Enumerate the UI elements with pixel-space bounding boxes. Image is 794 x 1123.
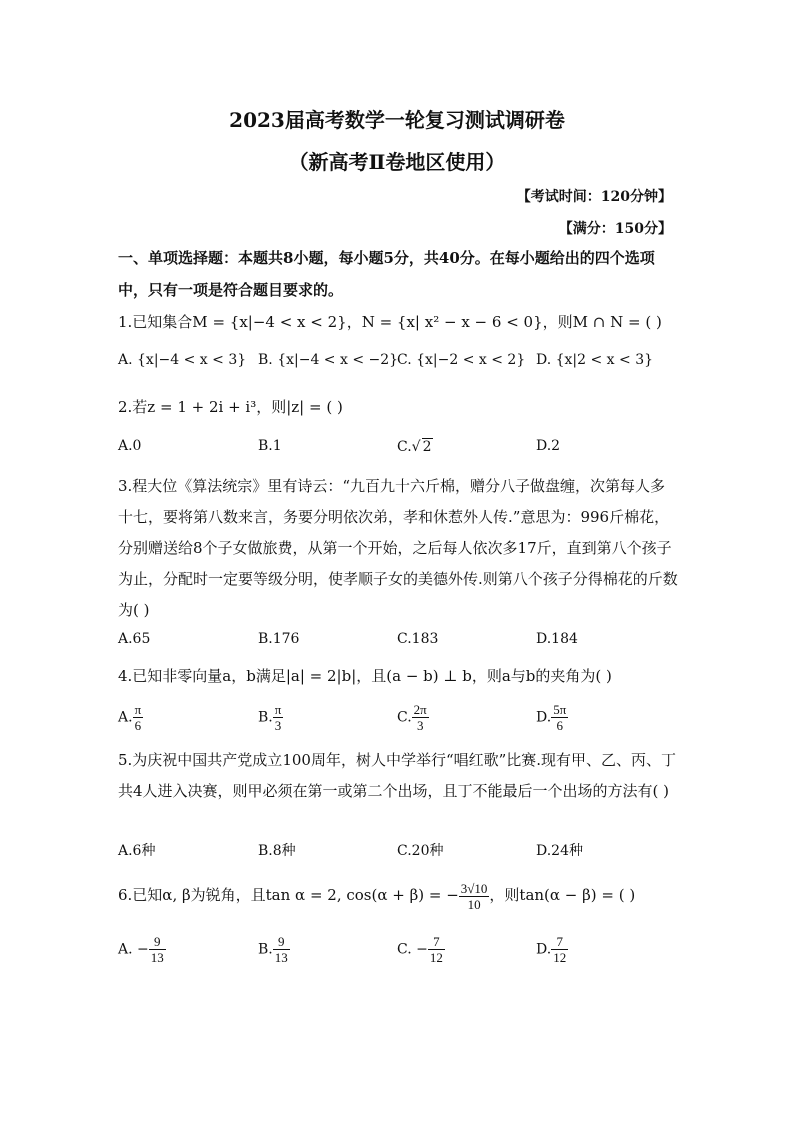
fraction xyxy=(428,934,445,965)
option-c: C.183 xyxy=(397,631,439,647)
denominator: 3 xyxy=(274,718,282,733)
denominator: 6 xyxy=(556,718,563,733)
option-prefix: D. xyxy=(536,709,552,726)
option-c: C.20种 xyxy=(397,843,444,859)
exam-time: 【考试时间：120分钟】 xyxy=(516,189,672,205)
numerator: π xyxy=(274,702,282,717)
fraction xyxy=(273,702,284,733)
option-prefix: C. xyxy=(397,709,412,726)
fraction xyxy=(459,881,490,912)
option-a: A.0 xyxy=(118,438,142,454)
option-a: A. {x|−4 < x < 3} xyxy=(118,352,247,368)
fraction xyxy=(412,702,429,733)
sqrt-radicand: 2 xyxy=(422,439,432,455)
option-d xyxy=(536,934,568,965)
option-prefix: B. xyxy=(258,941,273,958)
option-d xyxy=(536,702,568,733)
option-b: B.8种 xyxy=(258,843,296,859)
option-prefix: D. xyxy=(536,941,552,958)
question-3-stem: 3.程大位《算法统宗》里有诗云：“九百九十六斤棉，赠分八子做盘缠，次第每人多十七，要将第八数来言，务要分明依次弟，孝和休惹外人传.”意思为：996斤棉花，分别赠送给8个子女做旅费，从第一个开始，之后每人依次多17斤，直到第八个孩子为止，分配时一定要等级分明，使孝顺子女的美德外传.则第八个孩子分得棉花的斤数为( ) xyxy=(118,477,678,619)
option-b xyxy=(258,702,283,733)
numerator: 9 xyxy=(273,934,290,950)
denominator: 6 xyxy=(134,718,142,733)
section-heading: 一、单项选择题：本题共8小题，每小题5分，共40分。在每小题给出的四个选项中，只有一项是符合题目要求的。 xyxy=(118,249,655,299)
sqrt-sign: √ xyxy=(411,439,421,455)
option-a: A.6种 xyxy=(118,843,156,859)
option-prefix: C. − xyxy=(397,941,428,958)
numerator: π xyxy=(134,702,142,717)
question-3-options xyxy=(118,631,678,665)
stem-text: 6.已知α, β为锐角，且tan α = 2, cos(α + β) = − xyxy=(118,886,459,904)
question-4-stem: 4.已知非零向量a，b满足|a| = 2|b|，且(a − b) ⊥ b，则a与b的夹角为( ) xyxy=(118,667,612,685)
question-1-options xyxy=(118,352,678,386)
option-prefix: A. xyxy=(118,709,133,726)
numerator: 2π xyxy=(413,702,427,717)
option-c xyxy=(397,438,433,455)
option-c: C. {x|−2 < x < 2} xyxy=(397,352,526,368)
option-d: D. {x|2 < x < 3} xyxy=(536,352,654,368)
denominator: 13 xyxy=(150,950,164,965)
denominator: 12 xyxy=(553,950,567,965)
denominator: 10 xyxy=(467,896,481,912)
option-b: B.176 xyxy=(258,631,300,647)
option-a xyxy=(118,934,166,965)
question-6-options xyxy=(118,934,678,968)
option-a xyxy=(118,702,143,733)
numerator: 3√10 xyxy=(460,880,488,896)
question-2-stem: 2.若z = 1 + 2i + i³，则|z| = ( ) xyxy=(118,398,343,416)
option-b: B. {x|−4 < x < −2} xyxy=(258,352,399,368)
question-1-stem: 1.已知集合M = {x|−4 < x < 2}，N = {x| x² − x − 6 < 0}，则M ∩ N = ( ) xyxy=(118,313,662,331)
fraction xyxy=(551,702,568,733)
option-c-prefix: C. xyxy=(397,439,412,455)
fraction xyxy=(149,934,166,965)
denominator: 13 xyxy=(274,950,288,965)
question-2-options xyxy=(118,438,678,472)
page-title: 2023届高考数学一轮复习测试调研卷 xyxy=(229,108,565,132)
option-d: D.184 xyxy=(536,631,578,647)
question-6-stem xyxy=(118,880,678,912)
numerator: 5π xyxy=(553,702,567,717)
option-b: B.1 xyxy=(258,438,282,454)
question-5-options xyxy=(118,840,678,874)
option-d: D.24种 xyxy=(536,843,583,859)
fraction xyxy=(133,702,144,733)
option-c xyxy=(397,702,429,733)
option-b xyxy=(258,934,290,965)
page-subtitle: （新高考Ⅱ卷地区使用） xyxy=(288,150,506,174)
full-score: 【满分：150分】 xyxy=(558,221,672,237)
question-4-options xyxy=(118,702,678,736)
option-c xyxy=(397,934,445,965)
denominator: 12 xyxy=(429,950,443,965)
fraction xyxy=(273,934,290,965)
question-5-stem: 5.为庆祝中国共产党成立100周年，树人中学举行“唱红歌”比赛.现有甲、乙、丙、丁共4人进入决赛，则甲必须在第一或第二个出场，且丁不能最后一个出场的方法有( ) xyxy=(118,751,677,800)
numerator: 7 xyxy=(428,934,445,950)
option-prefix: A. − xyxy=(118,941,149,958)
stem-text-end: ，则tan(α − β) = ( ) xyxy=(489,886,636,904)
numerator: 7 xyxy=(551,934,568,950)
fraction xyxy=(551,934,568,965)
option-d: D.2 xyxy=(536,438,561,454)
numerator: 9 xyxy=(149,934,166,950)
option-a: A.65 xyxy=(118,631,151,647)
option-prefix: B. xyxy=(258,709,273,726)
denominator: 3 xyxy=(416,718,424,733)
